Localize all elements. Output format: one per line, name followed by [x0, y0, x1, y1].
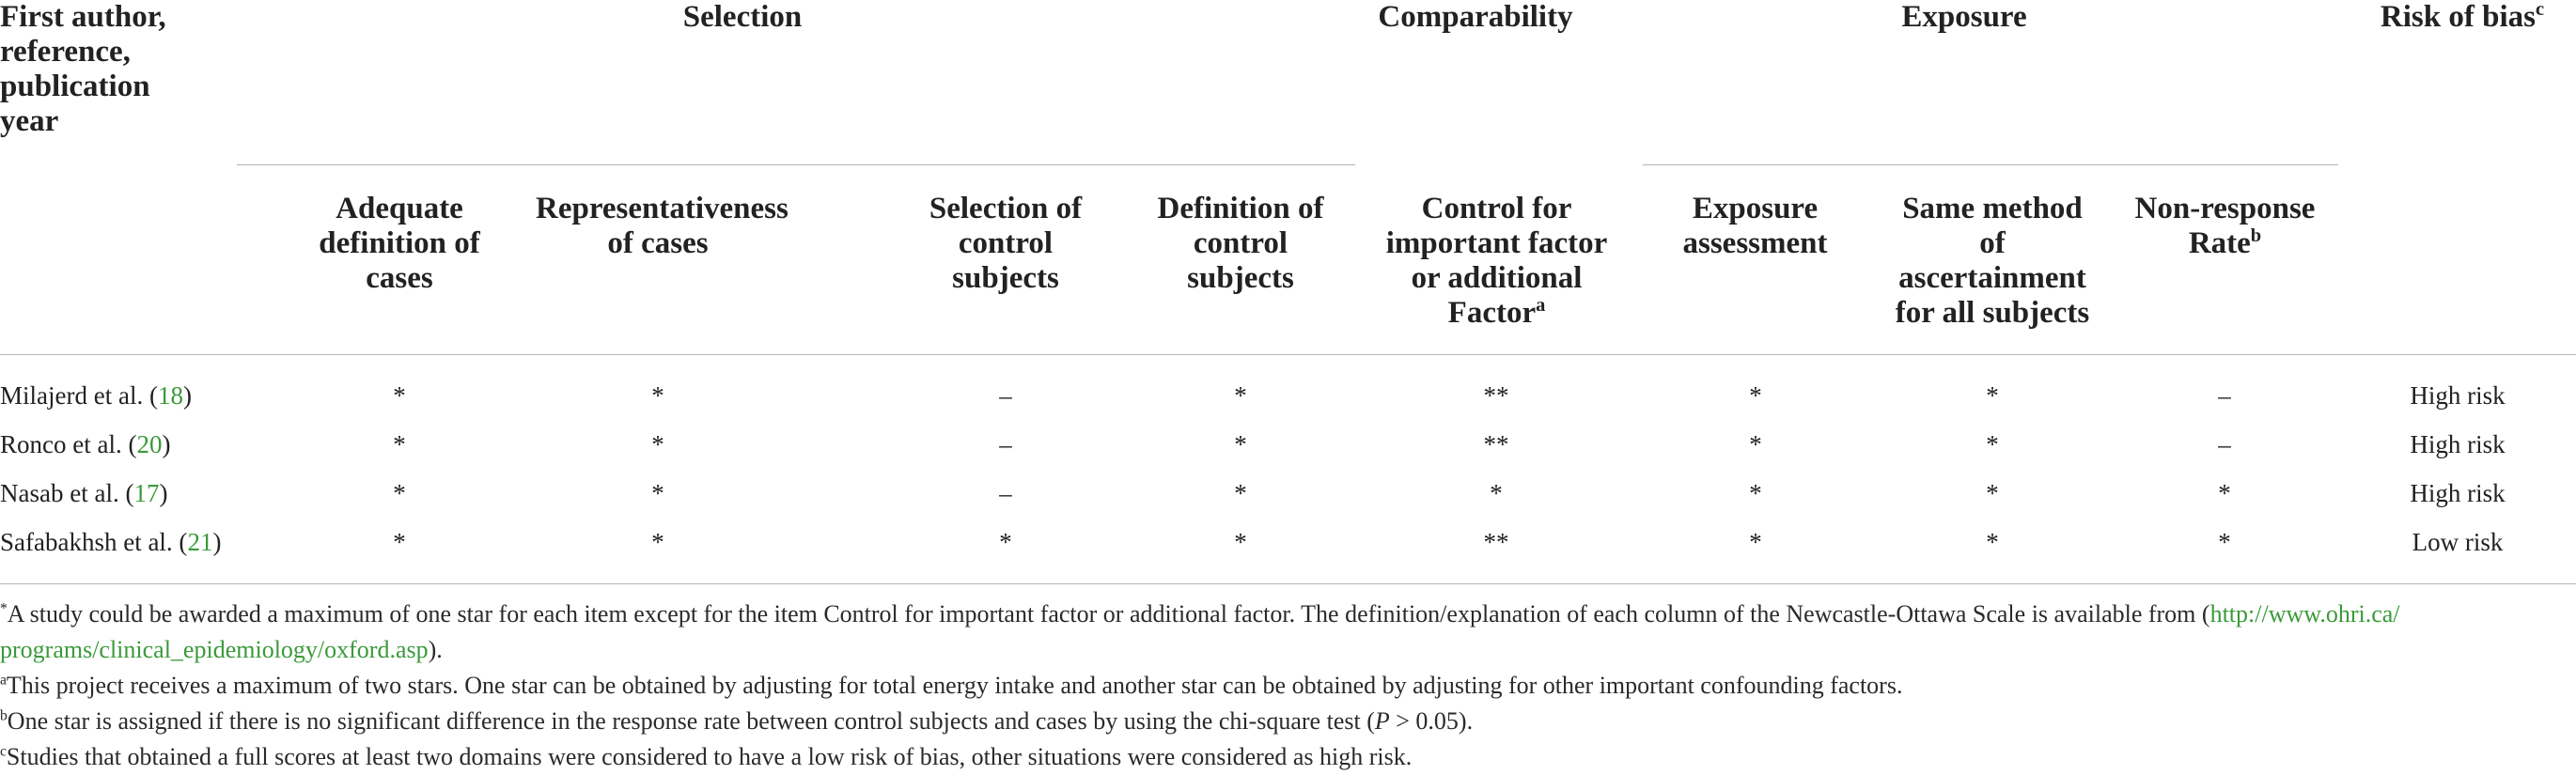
author-cell: Nasab et al. (17) [0, 479, 168, 507]
reference-link[interactable]: 18 [157, 381, 183, 410]
table-bottom-rule [0, 583, 2576, 584]
score-representativeness: * [651, 430, 664, 458]
header-risk-of-bias: Risk of bias$^c$ [2380, 0, 2545, 34]
score-definition-controls: * [1234, 381, 1247, 410]
risk-of-bias-value: High risk [2410, 381, 2506, 410]
col-same-method: Same method of ascertainment for all subjects [1895, 192, 2090, 330]
score-exposure-assessment: * [1749, 381, 1762, 410]
selection-group-rule [237, 164, 1355, 165]
score-same-method: * [1986, 528, 1999, 556]
col-selection-controls: Selection of control subjects [929, 192, 1083, 295]
score-same-method: * [1986, 479, 1999, 507]
score-representativeness: * [651, 479, 664, 507]
score-control-factor: * [1490, 479, 1503, 507]
risk-of-bias-value: High risk [2410, 430, 2506, 458]
header-bottom-rule [0, 354, 2576, 355]
reference-link[interactable]: 21 [187, 528, 213, 556]
author-cell: Milajerd et al. (18) [0, 381, 192, 410]
table-row [0, 478, 2576, 527]
table-row [0, 380, 2576, 429]
score-control-factor: ** [1483, 528, 1509, 556]
col-adequate-definition: Adequate definition of cases [319, 192, 480, 295]
score-adequate-definition: * [393, 430, 406, 458]
score-non-response: – [2218, 381, 2231, 410]
score-non-response: * [2218, 479, 2231, 507]
footnote-b: $^b$One star is assigned if there is no significant difference in the response rate between control subjects and cases by using the chi-square test (P > 0.05). [0, 707, 1474, 735]
ohri-link[interactable]: http://www.ohri.ca/ [2209, 600, 2400, 628]
score-definition-controls: * [1234, 479, 1247, 507]
score-exposure-assessment: * [1749, 479, 1762, 507]
header-selection: Selection [682, 0, 803, 34]
score-definition-controls: * [1234, 528, 1247, 556]
score-adequate-definition: * [393, 381, 406, 410]
risk-of-bias-value: Low risk [2412, 528, 2504, 556]
score-exposure-assessment: * [1749, 528, 1762, 556]
header-first-author: First author, reference, publication year [0, 0, 166, 138]
score-same-method: * [1986, 430, 1999, 458]
footnote-c: $^c$Studies that obtained a full scores at least two domains were considered to have a low risk of bias, other situations were considered as high risk. [0, 743, 1413, 770]
footnotes [0, 597, 2570, 775]
score-adequate-definition: * [393, 528, 406, 556]
exposure-group-rule [1643, 164, 2338, 165]
col-representativeness: Representativeness of cases [536, 192, 788, 260]
score-exposure-assessment: * [1749, 430, 1762, 458]
author-cell: Ronco et al. (20) [0, 430, 171, 458]
footnote-star: *A study could be awarded a maximum of one star for each item except for the item Control for important factor or additional factor. The definition/explanation of each column of the Newcastle-Ottawa Scale is available from (http://www.ohri.ca/ programs/clinical_epidemiology/oxford.asp). [0, 600, 2400, 663]
footnote-a: $^a$This project receives a maximum of two stars. One star can be obtained by adjusting for total energy intake and another star can be obtained by adjusting for other important confounding factors. [0, 672, 1903, 699]
score-selection-controls: – [999, 479, 1012, 507]
risk-of-bias-value: High risk [2410, 479, 2506, 507]
header-comparability: Comparability [1378, 0, 1573, 34]
score-non-response: * [2218, 528, 2231, 556]
author-cell: Safabakhsh et al. (21) [0, 528, 222, 556]
score-definition-controls: * [1234, 430, 1247, 458]
reference-link[interactable]: 20 [136, 430, 163, 458]
score-representativeness: * [651, 381, 664, 410]
score-selection-controls: – [999, 381, 1012, 410]
col-non-response: Non-response Rate$^b$ [2134, 192, 2316, 260]
col-control-factor: Control for important factor or additional Factor$^a$ [1385, 192, 1608, 330]
score-selection-controls: – [999, 430, 1012, 458]
header-exposure: Exposure [1901, 0, 2027, 34]
reference-link[interactable]: 17 [133, 479, 160, 507]
score-control-factor: ** [1483, 430, 1509, 458]
score-representativeness: * [651, 528, 664, 556]
col-exposure-assessment: Exposure assessment [1682, 192, 1828, 260]
table-row [0, 429, 2576, 478]
score-adequate-definition: * [393, 479, 406, 507]
table-row [0, 527, 2576, 576]
score-same-method: * [1986, 381, 1999, 410]
score-selection-controls: * [999, 528, 1012, 556]
score-non-response: – [2218, 430, 2231, 458]
ohri-link-continued[interactable]: programs/clinical_epidemiology/oxford.asp [0, 636, 429, 663]
col-definition-controls: Definition of control subjects [1157, 192, 1324, 295]
score-control-factor: ** [1483, 381, 1509, 410]
